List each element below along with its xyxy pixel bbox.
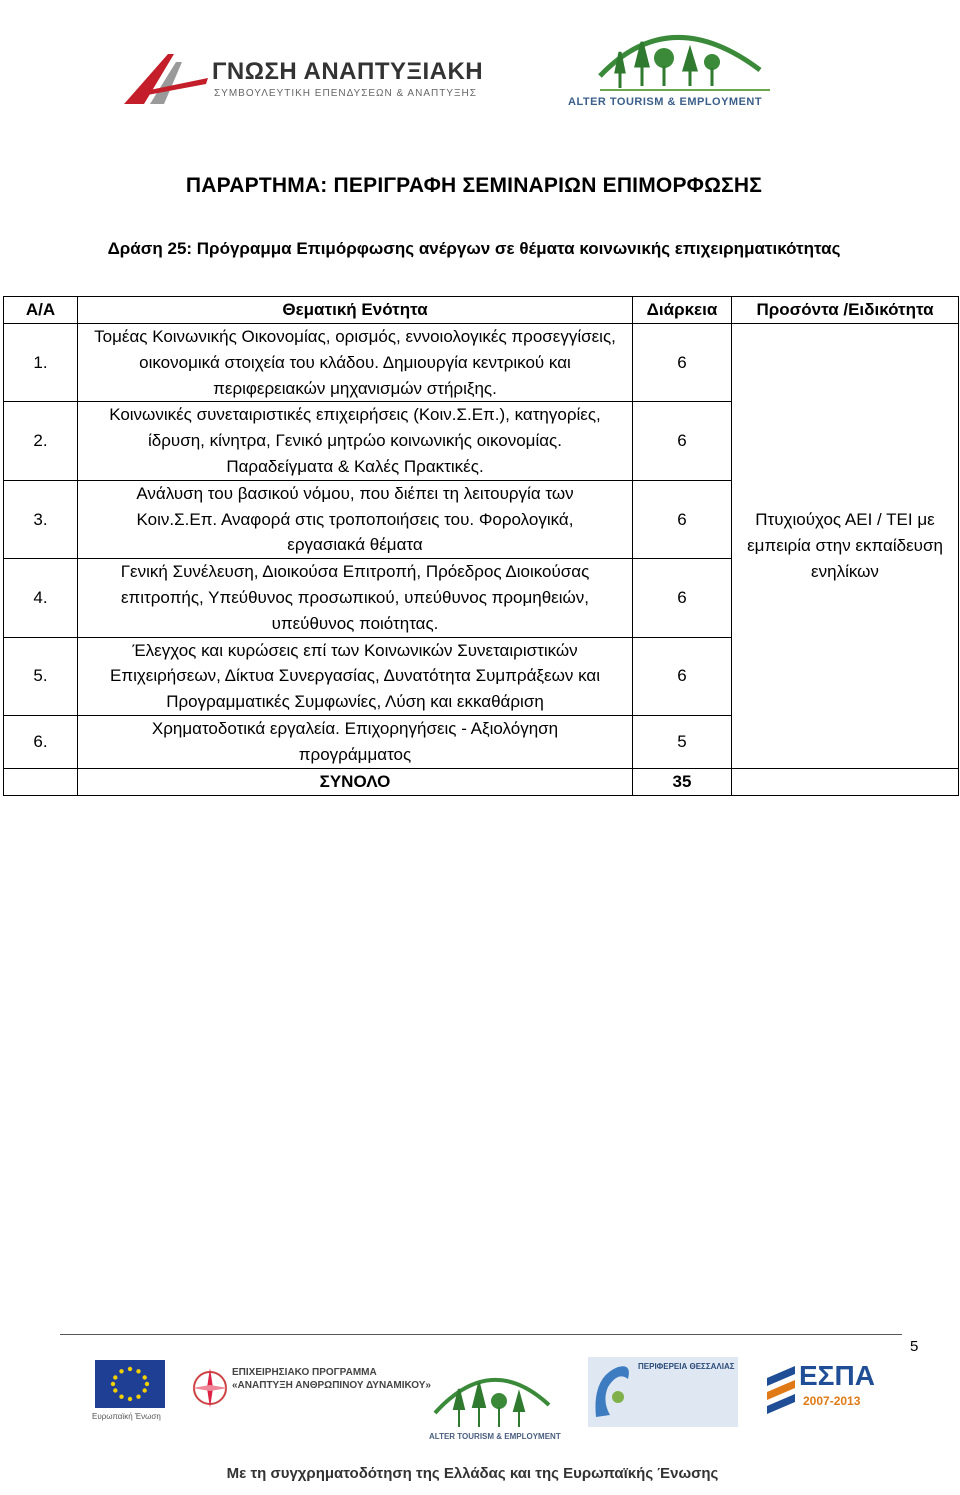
gnosi-logo-name: ΓΝΩΣΗ ΑΝΑΠΤΥΞΙΑΚΗ	[212, 58, 484, 85]
page-subtitle: Δράση 25: Πρόγραμμα Επιμόρφωσης ανέργων σε θέματα κοινωνικής επιχειρηματικότητας	[107, 239, 841, 258]
espa-stripes-icon	[765, 1364, 797, 1424]
alter-tourism-logo	[560, 8, 820, 112]
row-topic: Γενική Συνέλευση, Διοικούσα Επιτροπή, Πρόεδρος Διοικούσας επιτροπής, Υπεύθυνος προσωπικού, υπεύθυνος προμηθειών, υπεύθυνος ποιότητας.	[78, 559, 633, 637]
row-number: 4.	[4, 559, 78, 637]
program-line-1: ΕΠΙΧΕΙΡΗΣΙΑΚΟ ΠΡΟΓΡΑΜΜΑ	[232, 1367, 377, 1378]
program-line-2: «ΑΝΑΠΤΥΞΗ ΑΝΘΡΩΠΙΝΟΥ ΔΥΝΑΜΙΚΟΥ»	[232, 1380, 431, 1391]
total-empty-cell	[4, 768, 78, 795]
row-duration: 6	[633, 637, 732, 715]
footer-divider	[60, 1334, 902, 1335]
mountain-trees-small-icon	[425, 1355, 565, 1431]
cofunding-statement: Με τη συγχρηματοδότηση της Ελλάδας και της Ευρωπαϊκής Ένωσης	[226, 1465, 719, 1482]
row-duration: 5	[633, 715, 732, 768]
region-thessaly-logo	[588, 1357, 738, 1427]
row-duration: 6	[633, 559, 732, 637]
gnosi-anaptyxiaki-logo	[120, 48, 484, 110]
row-duration: 6	[633, 402, 732, 480]
seminars-table	[3, 296, 959, 796]
header-qualifications: Προσόντα /Ειδικότητα	[732, 297, 959, 324]
row-topic: Έλεγχος και κυρώσεις επί των Κοινωνικών Συνεταιριστικών Επιχειρήσεων, Δίκτυα Συνεργασίας, Δυνατότητα Συμπράξεων και Προγραμματικές Συμφωνίες, Λύση και εκκαθάριση	[78, 637, 633, 715]
total-value: 35	[633, 768, 732, 795]
row-number: 2.	[4, 402, 78, 480]
espa-years: 2007-2013	[803, 1394, 861, 1408]
espa-name: ΕΣΠΑ	[799, 1360, 875, 1391]
row-topic: Χρηματοδοτικά εργαλεία. Επιχορηγήσεις - Αξιολόγηση προγράμματος	[78, 715, 633, 768]
header-duration: Διάρκεια	[633, 297, 732, 324]
eu-caption: Ευρωπαϊκή Ένωση	[92, 1412, 161, 1421]
row-number: 1.	[4, 324, 78, 402]
row-number: 6.	[4, 715, 78, 768]
program-title	[232, 1366, 431, 1392]
region-text: ΠΕΡΙΦΕΡΕΙΑ ΘΕΣΣΑΛΙΑΣ	[638, 1362, 735, 1371]
region-swirl-icon	[588, 1357, 636, 1427]
alter-logo-name: ALTER TOURISM & EMPLOYMENT	[568, 96, 763, 108]
row-topic: Τομέας Κοινωνικής Οικονομίας, ορισμός, εννοιολογικές προσεγγίσεις, οικονομικά στοιχεία του κλάδου. Δημιουργία κεντρικού και περιφερειακών μηχανισμών στήριξης.	[78, 324, 633, 402]
header-topic: Θεματική Ενότητα	[78, 297, 633, 324]
total-label: ΣΥΝΟΛΟ	[78, 768, 633, 795]
mountain-trees-icon	[560, 8, 820, 96]
eu-stars-icon	[95, 1360, 165, 1408]
row-topic: Κοινωνικές συνεταιριστικές επιχειρήσεις (Κοιν.Σ.Επ.), κατηγορίες, ίδρυση, κίνητρα, Γενικό μητρώο κοινωνικής οικονομίας. Παραδείγματα & Καλές Πρακτικές.	[78, 402, 633, 480]
row-duration: 6	[633, 324, 732, 402]
espa-logo	[765, 1360, 873, 1428]
row-number: 3.	[4, 480, 78, 558]
alter-footer-logo	[425, 1355, 565, 1443]
operational-program-logo	[190, 1358, 431, 1418]
row-topic: Ανάλυση του βασικού νόμου, που διέπει τη λειτουργία των Κοιν.Σ.Επ. Αναφορά στις τροποποιήσεις του. Φορολογικά, εργασιακά θέματα	[78, 480, 633, 558]
page-number: 5	[910, 1338, 919, 1355]
table-row	[4, 324, 959, 402]
eu-flag-icon	[95, 1360, 165, 1408]
header-aa: Α/Α	[4, 297, 78, 324]
alter-footer-name: ALTER TOURISM & EMPLOYMENT	[429, 1432, 561, 1441]
gnosi-logo-mark-icon	[120, 48, 210, 110]
qualifications-cell: Πτυχιούχος ΑΕΙ / ΤΕΙ με εμπειρία στην εκπαίδευση ενηλίκων	[732, 324, 959, 769]
page-title: ΠΑΡΑΡΤΗΜΑ: ΠΕΡΙΓΡΑΦΗ ΣΕΜΙΝΑΡΙΩΝ ΕΠΙΜΟΡΦΩΣΗΣ	[185, 174, 763, 197]
gnosi-logo-tagline: ΣΥΜΒΟΥΛΕΥΤΙΚΗ ΕΠΕΝΔΥΣΕΩΝ & ΑΝΑΠΤΥΞΗΣ	[214, 88, 477, 99]
row-duration: 6	[633, 480, 732, 558]
compass-rose-icon	[190, 1360, 230, 1416]
table-header-row	[4, 297, 959, 324]
row-number: 5.	[4, 637, 78, 715]
total-row	[4, 768, 959, 795]
total-blank-cell	[732, 768, 959, 795]
